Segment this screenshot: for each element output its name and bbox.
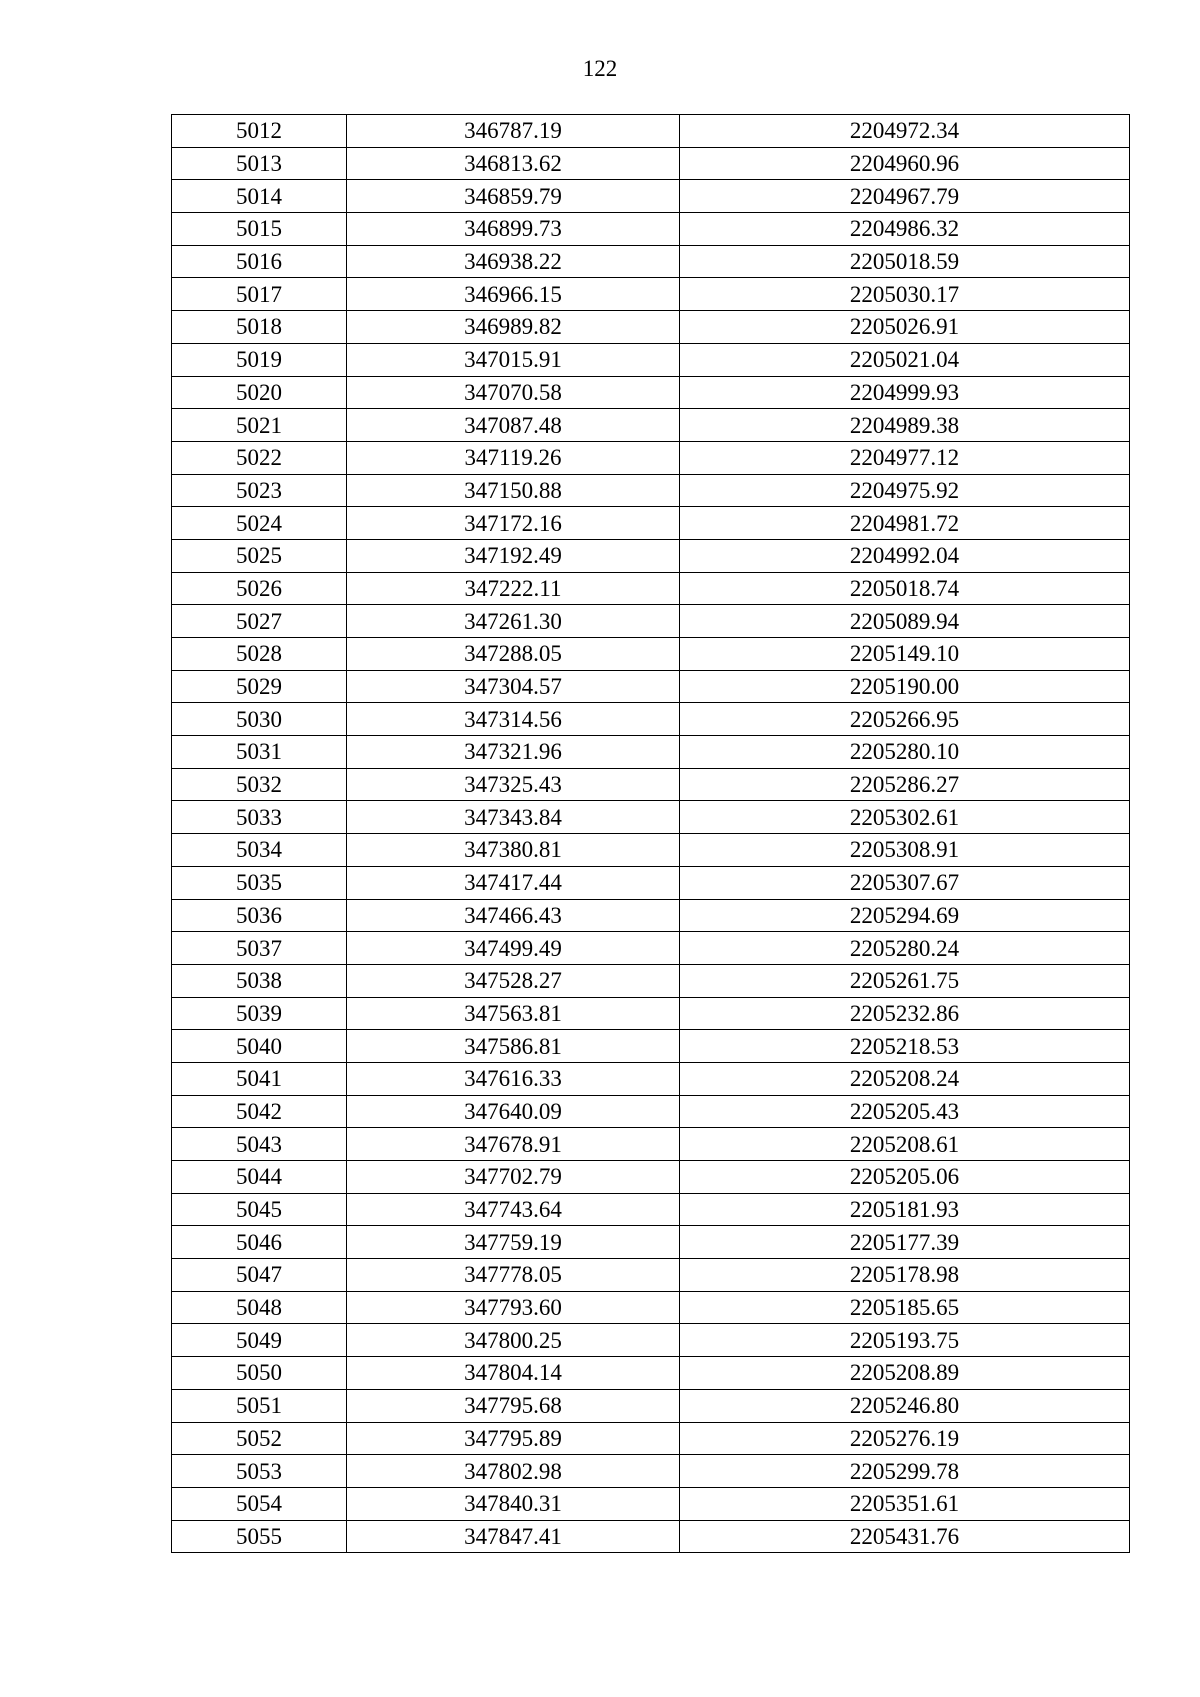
point-id-cell: 5023: [172, 474, 347, 507]
table-row: [172, 964, 1130, 997]
x-coordinate-cell: 347172.16: [347, 507, 680, 540]
table-row: [172, 213, 1130, 246]
y-coordinate-cell: 2205261.75: [680, 964, 1130, 997]
x-coordinate-cell: 346938.22: [347, 245, 680, 278]
page-number: 122: [582, 56, 618, 81]
point-id-cell: 5054: [172, 1487, 347, 1520]
y-coordinate-cell: 2204975.92: [680, 474, 1130, 507]
y-coordinate-cell: 2205190.00: [680, 670, 1130, 703]
table-row: [172, 539, 1130, 572]
table-row: [172, 180, 1130, 213]
y-coordinate-cell: 2205294.69: [680, 899, 1130, 932]
point-id-cell: 5013: [172, 147, 347, 180]
point-id-cell: 5016: [172, 245, 347, 278]
table-row: [172, 866, 1130, 899]
y-coordinate-cell: 2205193.75: [680, 1324, 1130, 1357]
coordinate-table-body: [172, 115, 1130, 1553]
point-id-cell: 5026: [172, 572, 347, 605]
table-row: [172, 1030, 1130, 1063]
table-row: [172, 441, 1130, 474]
table-row: [172, 474, 1130, 507]
y-coordinate-cell: 2204972.34: [680, 115, 1130, 148]
point-id-cell: 5022: [172, 441, 347, 474]
y-coordinate-cell: 2205307.67: [680, 866, 1130, 899]
x-coordinate-cell: 347321.96: [347, 736, 680, 769]
x-coordinate-cell: 347563.81: [347, 997, 680, 1030]
y-coordinate-cell: 2205030.17: [680, 278, 1130, 311]
y-coordinate-cell: 2205178.98: [680, 1259, 1130, 1292]
x-coordinate-cell: 347795.68: [347, 1389, 680, 1422]
y-coordinate-cell: 2205232.86: [680, 997, 1130, 1030]
y-coordinate-cell: 2205089.94: [680, 605, 1130, 638]
x-coordinate-cell: 347015.91: [347, 343, 680, 376]
table-row: [172, 1226, 1130, 1259]
point-id-cell: 5030: [172, 703, 347, 736]
point-id-cell: 5040: [172, 1030, 347, 1063]
y-coordinate-cell: 2205018.59: [680, 245, 1130, 278]
y-coordinate-cell: 2205218.53: [680, 1030, 1130, 1063]
x-coordinate-cell: 347380.81: [347, 834, 680, 867]
table-row: [172, 1389, 1130, 1422]
table-row: [172, 278, 1130, 311]
table-row: [172, 1520, 1130, 1553]
y-coordinate-cell: 2205026.91: [680, 311, 1130, 344]
y-coordinate-cell: 2205021.04: [680, 343, 1130, 376]
table-row: [172, 1455, 1130, 1488]
table-row: [172, 507, 1130, 540]
x-coordinate-cell: 347304.57: [347, 670, 680, 703]
x-coordinate-cell: 347802.98: [347, 1455, 680, 1488]
y-coordinate-cell: 2204999.93: [680, 376, 1130, 409]
point-id-cell: 5014: [172, 180, 347, 213]
y-coordinate-cell: 2205351.61: [680, 1487, 1130, 1520]
y-coordinate-cell: 2205208.24: [680, 1062, 1130, 1095]
point-id-cell: 5036: [172, 899, 347, 932]
y-coordinate-cell: 2204967.79: [680, 180, 1130, 213]
point-id-cell: 5017: [172, 278, 347, 311]
table-row: [172, 801, 1130, 834]
x-coordinate-cell: 347325.43: [347, 768, 680, 801]
y-coordinate-cell: 2205302.61: [680, 801, 1130, 834]
table-row: [172, 343, 1130, 376]
point-id-cell: 5037: [172, 932, 347, 965]
point-id-cell: 5048: [172, 1291, 347, 1324]
y-coordinate-cell: 2204981.72: [680, 507, 1130, 540]
x-coordinate-cell: 347847.41: [347, 1520, 680, 1553]
x-coordinate-cell: 347288.05: [347, 638, 680, 671]
y-coordinate-cell: 2205205.43: [680, 1095, 1130, 1128]
point-id-cell: 5021: [172, 409, 347, 442]
point-id-cell: 5055: [172, 1520, 347, 1553]
table-row: [172, 899, 1130, 932]
x-coordinate-cell: 347150.88: [347, 474, 680, 507]
y-coordinate-cell: 2204986.32: [680, 213, 1130, 246]
table-row: [172, 376, 1130, 409]
x-coordinate-cell: 347616.33: [347, 1062, 680, 1095]
table-row: [172, 768, 1130, 801]
point-id-cell: 5031: [172, 736, 347, 769]
y-coordinate-cell: 2205181.93: [680, 1193, 1130, 1226]
point-id-cell: 5039: [172, 997, 347, 1030]
y-coordinate-cell: 2205431.76: [680, 1520, 1130, 1553]
point-id-cell: 5019: [172, 343, 347, 376]
x-coordinate-cell: 347261.30: [347, 605, 680, 638]
table-row: [172, 638, 1130, 671]
table-row: [172, 1324, 1130, 1357]
table-row: [172, 605, 1130, 638]
x-coordinate-cell: 346966.15: [347, 278, 680, 311]
table-row: [172, 1161, 1130, 1194]
table-row: [172, 1193, 1130, 1226]
x-coordinate-cell: 347417.44: [347, 866, 680, 899]
y-coordinate-cell: 2204960.96: [680, 147, 1130, 180]
x-coordinate-cell: 347070.58: [347, 376, 680, 409]
point-id-cell: 5050: [172, 1357, 347, 1390]
x-coordinate-cell: 347793.60: [347, 1291, 680, 1324]
x-coordinate-cell: 346813.62: [347, 147, 680, 180]
coordinate-table: [171, 114, 1130, 1553]
y-coordinate-cell: 2205208.89: [680, 1357, 1130, 1390]
point-id-cell: 5052: [172, 1422, 347, 1455]
x-coordinate-cell: 347119.26: [347, 441, 680, 474]
table-row: [172, 932, 1130, 965]
x-coordinate-cell: 347499.49: [347, 932, 680, 965]
x-coordinate-cell: 347804.14: [347, 1357, 680, 1390]
point-id-cell: 5043: [172, 1128, 347, 1161]
table-row: [172, 1062, 1130, 1095]
x-coordinate-cell: 347800.25: [347, 1324, 680, 1357]
point-id-cell: 5046: [172, 1226, 347, 1259]
table-row: [172, 1291, 1130, 1324]
point-id-cell: 5012: [172, 115, 347, 148]
table-row: [172, 834, 1130, 867]
table-row: [172, 1259, 1130, 1292]
point-id-cell: 5035: [172, 866, 347, 899]
y-coordinate-cell: 2205018.74: [680, 572, 1130, 605]
x-coordinate-cell: 347759.19: [347, 1226, 680, 1259]
point-id-cell: 5044: [172, 1161, 347, 1194]
x-coordinate-cell: 347840.31: [347, 1487, 680, 1520]
x-coordinate-cell: 347343.84: [347, 801, 680, 834]
point-id-cell: 5038: [172, 964, 347, 997]
x-coordinate-cell: 347778.05: [347, 1259, 680, 1292]
point-id-cell: 5024: [172, 507, 347, 540]
table-row: [172, 1422, 1130, 1455]
y-coordinate-cell: 2205280.24: [680, 932, 1130, 965]
table-row: [172, 997, 1130, 1030]
y-coordinate-cell: 2204977.12: [680, 441, 1130, 474]
x-coordinate-cell: 346899.73: [347, 213, 680, 246]
table-row: [172, 245, 1130, 278]
point-id-cell: 5025: [172, 539, 347, 572]
table-row: [172, 1128, 1130, 1161]
table-row: [172, 147, 1130, 180]
point-id-cell: 5033: [172, 801, 347, 834]
table-row: [172, 670, 1130, 703]
x-coordinate-cell: 347466.43: [347, 899, 680, 932]
y-coordinate-cell: 2205205.06: [680, 1161, 1130, 1194]
x-coordinate-cell: 346989.82: [347, 311, 680, 344]
y-coordinate-cell: 2205177.39: [680, 1226, 1130, 1259]
y-coordinate-cell: 2205266.95: [680, 703, 1130, 736]
x-coordinate-cell: 347222.11: [347, 572, 680, 605]
x-coordinate-cell: 346787.19: [347, 115, 680, 148]
point-id-cell: 5053: [172, 1455, 347, 1488]
x-coordinate-cell: 346859.79: [347, 180, 680, 213]
x-coordinate-cell: 347640.09: [347, 1095, 680, 1128]
x-coordinate-cell: 347528.27: [347, 964, 680, 997]
y-coordinate-cell: 2205299.78: [680, 1455, 1130, 1488]
table-row: [172, 115, 1130, 148]
y-coordinate-cell: 2205286.27: [680, 768, 1130, 801]
point-id-cell: 5028: [172, 638, 347, 671]
table-row: [172, 572, 1130, 605]
x-coordinate-cell: 347702.79: [347, 1161, 680, 1194]
table-row: [172, 1095, 1130, 1128]
point-id-cell: 5034: [172, 834, 347, 867]
table-row: [172, 409, 1130, 442]
point-id-cell: 5015: [172, 213, 347, 246]
y-coordinate-cell: 2205246.80: [680, 1389, 1130, 1422]
x-coordinate-cell: 347087.48: [347, 409, 680, 442]
y-coordinate-cell: 2205149.10: [680, 638, 1130, 671]
y-coordinate-cell: 2204989.38: [680, 409, 1130, 442]
y-coordinate-cell: 2205185.65: [680, 1291, 1130, 1324]
point-id-cell: 5032: [172, 768, 347, 801]
table-row: [172, 703, 1130, 736]
table-row: [172, 1487, 1130, 1520]
x-coordinate-cell: 347586.81: [347, 1030, 680, 1063]
point-id-cell: 5027: [172, 605, 347, 638]
x-coordinate-cell: 347678.91: [347, 1128, 680, 1161]
x-coordinate-cell: 347795.89: [347, 1422, 680, 1455]
point-id-cell: 5045: [172, 1193, 347, 1226]
y-coordinate-cell: 2204992.04: [680, 539, 1130, 572]
x-coordinate-cell: 347314.56: [347, 703, 680, 736]
y-coordinate-cell: 2205280.10: [680, 736, 1130, 769]
table-row: [172, 1357, 1130, 1390]
point-id-cell: 5018: [172, 311, 347, 344]
y-coordinate-cell: 2205276.19: [680, 1422, 1130, 1455]
table-row: [172, 311, 1130, 344]
x-coordinate-cell: 347743.64: [347, 1193, 680, 1226]
point-id-cell: 5042: [172, 1095, 347, 1128]
point-id-cell: 5049: [172, 1324, 347, 1357]
point-id-cell: 5047: [172, 1259, 347, 1292]
x-coordinate-cell: 347192.49: [347, 539, 680, 572]
y-coordinate-cell: 2205308.91: [680, 834, 1130, 867]
point-id-cell: 5041: [172, 1062, 347, 1095]
point-id-cell: 5029: [172, 670, 347, 703]
table-row: [172, 736, 1130, 769]
point-id-cell: 5051: [172, 1389, 347, 1422]
point-id-cell: 5020: [172, 376, 347, 409]
y-coordinate-cell: 2205208.61: [680, 1128, 1130, 1161]
